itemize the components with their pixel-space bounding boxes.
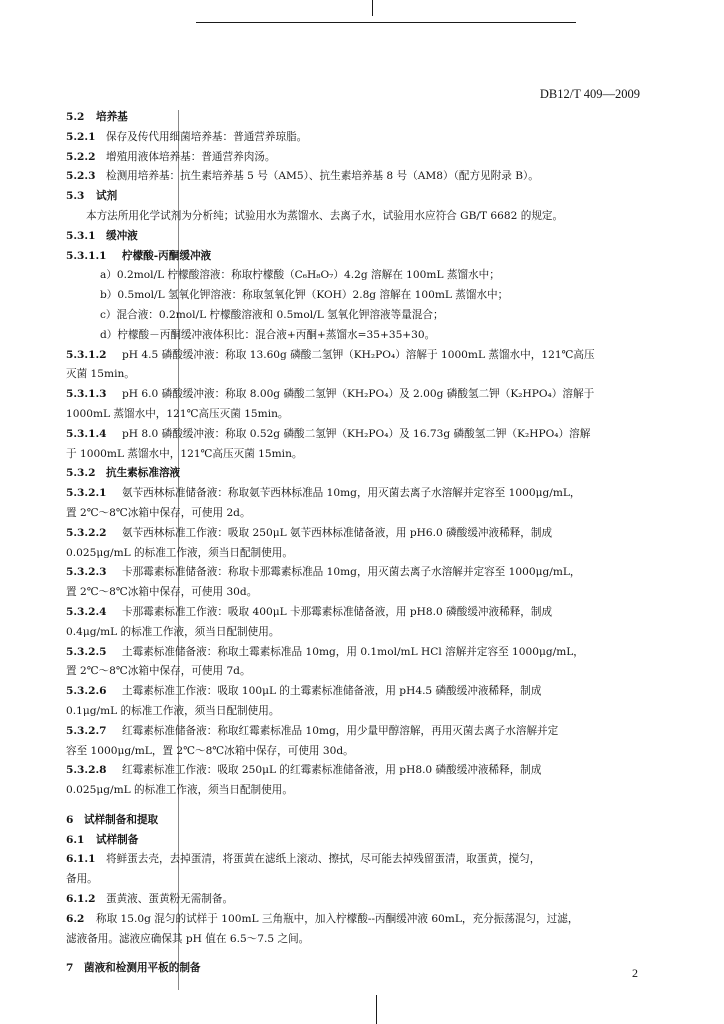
subsection-number: 5.3.2: [66, 467, 96, 480]
continuation-text: 灭菌 15min。: [66, 368, 135, 381]
clause-text: pH 8.0 磷酸缓冲液：称取 0.52g 磷酸二氢钾（KH₂PO₄）及 16.73g 磷酸氢二钾（K₂HPO₄）溶解: [122, 427, 591, 440]
document-body: [66, 108, 650, 979]
clause-text: 氨苄西林标准工作液：吸取 250μL 氨苄西林标准储备液，用 pH6.0 磷酸缓冲液稀释，制成: [122, 526, 553, 539]
clause-text: pH 6.0 磷酸缓冲液：称取 8.00g 磷酸二氢钾（KH₂PO₄）及 2.00g 磷酸氢二钾（K₂HPO₄）溶解于: [122, 388, 595, 401]
scan-mark-bottom-vertical: [376, 995, 377, 1024]
continuation-text: 0.025μg/mL 的标准工作液，须当日配制使用。: [66, 784, 293, 797]
clause-line: [66, 603, 650, 623]
clause-text: 土霉素标准储备液：称取土霉素标准品 10mg，用 0.1mol/mL HCl 溶解并定容至 1000μg/mL，: [122, 645, 584, 658]
clause-line: [66, 682, 650, 702]
clause-line: [66, 346, 650, 366]
clause-text: 红霉素标准工作液：吸取 250μL 的红霉素标准储备液，用 pH8.0 磷酸缓冲液稀释，制成: [122, 764, 542, 777]
chapter-heading: [66, 959, 650, 979]
continuation-text: 容至 1000μg/mL，置 2℃～8℃冰箱中保存，可使用 30d。: [66, 744, 354, 757]
subsection-text: 缓冲液: [106, 229, 138, 242]
chapter-number: 6: [66, 813, 74, 826]
continuation-text: 置 2℃～8℃冰箱中保存，可使用 2d。: [66, 506, 251, 519]
list-item-text: a）0.2mol/L 柠檬酸溶液：称取柠檬酸（C₆H₈O₇）4.2g 溶解在 100mL 蒸馏水中；: [100, 269, 500, 282]
continuation-text: 滤液备用。滤液应确保其 pH 值在 6.5～7.5 之间。: [66, 932, 310, 945]
list-item: [66, 326, 650, 346]
continuation-text: 1000mL 蒸馏水中，121℃高压灭菌 15min。: [66, 407, 289, 420]
subsection-line: [66, 850, 650, 870]
subsection-line: [66, 890, 650, 910]
clause-number: 5.3.2.2: [66, 526, 107, 539]
continuation-line: [66, 504, 650, 524]
continuation-text: 置 2℃～8℃冰箱中保存，可使用 30d。: [66, 586, 258, 599]
list-item: [66, 266, 650, 286]
subsection-number: 5.2.2: [66, 150, 96, 163]
scan-mark-top-horizontal: [196, 22, 576, 23]
continuation-line: [66, 870, 650, 890]
clause-number: 5.3.2.8: [66, 764, 107, 777]
continuation-line: [66, 702, 650, 722]
clause-text: 柠檬酸-丙酮缓冲液: [122, 249, 212, 262]
continuation-line: [66, 662, 650, 682]
clause-number: 5.3.2.5: [66, 645, 107, 658]
continuation-text: 置 2℃～8℃冰箱中保存，可使用 7d。: [66, 665, 251, 678]
continuation-line: [66, 623, 650, 643]
subsection-text: 抗生素标准溶液: [106, 467, 181, 480]
section-number: 6.1: [66, 833, 85, 846]
subsection-text: 保存及传代用细菌培养基：普通营养琼脂。: [106, 130, 308, 143]
clause-line: [66, 722, 650, 742]
subsection-number: 6.1.2: [66, 893, 96, 906]
subsection-number: 5.2.3: [66, 170, 96, 183]
clause-line: [66, 563, 650, 583]
clause-text: pH 4.5 磷酸缓冲液：称取 13.60g 磷酸二氢钾（KH₂PO₄）溶解于 1000mL 蒸馏水中，121℃高压: [122, 348, 595, 361]
section-text: 试剂: [96, 190, 118, 203]
continuation-line: [66, 365, 650, 385]
section-heading: [66, 910, 650, 930]
subsection-text: 检测用培养基：抗生素培养基 5 号（AM5）、抗生素培养基 8 号（AM8）（配方见附录 B）。: [106, 170, 539, 183]
subsection-line: [66, 167, 650, 187]
clause-line: [66, 761, 650, 781]
continuation-line: [66, 781, 650, 801]
clause-text: 氨苄西林标准储备液：称取氨苄西林标准品 10mg，用灭菌去离子水溶解并定容至 1000μg/mL，: [122, 487, 581, 500]
list-item-text: d）柠檬酸－丙酮缓冲液体积比：混合液+丙酮+蒸馏水=35+35+30。: [100, 328, 436, 341]
section-number: 5.3: [66, 190, 85, 203]
clause-line: [66, 247, 650, 267]
clause-number: 5.3.1.1: [66, 249, 107, 262]
subsection-line: [66, 128, 650, 148]
paragraph-text: 本方法所用化学试剂为分析纯；试验用水为蒸馏水、去离子水，试验用水应符合 GB/T 6682 的规定。: [86, 209, 564, 222]
continuation-text: 0.1μg/mL 的标准工作液，须当日配制使用。: [66, 704, 280, 717]
list-item: [66, 286, 650, 306]
section-text: 称取 15.0g 混匀的试样于 100mL 三角瓶中，加入柠檬酸--丙酮缓冲液 60mL，充分振荡混匀，过滤，: [96, 912, 579, 925]
continuation-line: [66, 445, 650, 465]
clause-number: 5.3.1.2: [66, 348, 107, 361]
continuation-line: [66, 742, 650, 762]
subsection-number: 5.2.1: [66, 130, 96, 143]
scan-mark-top-vertical: [372, 0, 373, 16]
clause-text: 卡那霉素标准储备液：称取卡那霉素标准品 10mg，用灭菌去离子水溶解并定容至 1000μg/mL，: [122, 566, 581, 579]
section-text: 试样制备: [96, 833, 139, 846]
list-item-text: b）0.5mol/L 氢氧化钾溶液：称取氢氧化钾（KOH）2.8g 溶解在 100mL 蒸馏水中；: [100, 289, 509, 302]
section-heading: [66, 108, 650, 128]
continuation-line: [66, 405, 650, 425]
clause-line: [66, 425, 650, 445]
subsection-number: 5.3.1: [66, 229, 96, 242]
clause-number: 5.3.2.7: [66, 724, 107, 737]
continuation-line: [66, 583, 650, 603]
list-item-text: c）混合液：0.2mol/L 柠檬酸溶液和 0.5mol/L 氢氧化钾溶液等量混合；: [100, 308, 444, 321]
clause-text: 卡那霉素标准工作液：吸取 400μL 卡那霉素标准储备液，用 pH8.0 磷酸缓冲液稀释，制成: [122, 605, 553, 618]
section-number: 6.2: [66, 912, 85, 925]
clause-number: 5.3.2.3: [66, 566, 107, 579]
section-text: 培养基: [96, 111, 128, 123]
subsection-text: 将鲜蛋去壳，去掉蛋清，将蛋黄在滤纸上滚动、擦拭，尽可能去掉残留蛋清，取蛋黄，搅匀，: [106, 853, 541, 866]
clause-number: 5.3.2.4: [66, 605, 107, 618]
clause-text: 土霉素标准工作液：吸取 100μL 的土霉素标准储备液，用 pH4.5 磷酸缓冲液稀释，制成: [122, 685, 542, 698]
document-code: DB12/T 409—2009: [539, 87, 640, 101]
subsection-line: [66, 227, 650, 247]
clause-number: 5.3.1.3: [66, 388, 107, 401]
continuation-text: 于 1000mL 蒸馏水中，121℃高压灭菌 15min。: [66, 447, 303, 460]
continuation-text: 0.4μg/mL 的标准工作液，须当日配制使用。: [66, 625, 280, 638]
section-heading: [66, 831, 650, 851]
clause-number: 5.3.2.6: [66, 685, 107, 698]
chapter-title: 菌液和检测用平板的制备: [84, 962, 201, 975]
clause-line: [66, 643, 650, 663]
continuation-line: [66, 930, 650, 950]
chapter-heading: [66, 811, 650, 831]
continuation-line: [66, 544, 650, 564]
chapter-title: 试样制备和提取: [84, 813, 159, 826]
continuation-text: 0.025μg/mL 的标准工作液，须当日配制使用。: [66, 546, 293, 559]
section-number: 5.2: [66, 111, 85, 123]
subsection-text: 蛋黄液、蛋黄粉无需制备。: [106, 893, 234, 906]
clause-number: 5.3.1.4: [66, 427, 107, 440]
section-heading: [66, 187, 650, 207]
subsection-line: [66, 148, 650, 168]
clause-line: [66, 524, 650, 544]
clause-text: 红霉素标准储备液：称取红霉素标准品 10mg，用少量甲醇溶解，再用灭菌去离子水溶解并定: [122, 724, 559, 737]
chapter-number: 7: [66, 962, 74, 975]
subsection-line: [66, 464, 650, 484]
list-item: [66, 306, 650, 326]
clause-line: [66, 484, 650, 504]
subsection-number: 6.1.1: [66, 853, 96, 866]
paragraph: [66, 207, 650, 227]
subsection-text: 增殖用液体培养基：普通营养肉汤。: [106, 150, 276, 163]
continuation-text: 备用。: [66, 873, 98, 886]
page-number: 2: [632, 966, 638, 980]
clause-line: [66, 385, 650, 405]
clause-number: 5.3.2.1: [66, 487, 107, 500]
